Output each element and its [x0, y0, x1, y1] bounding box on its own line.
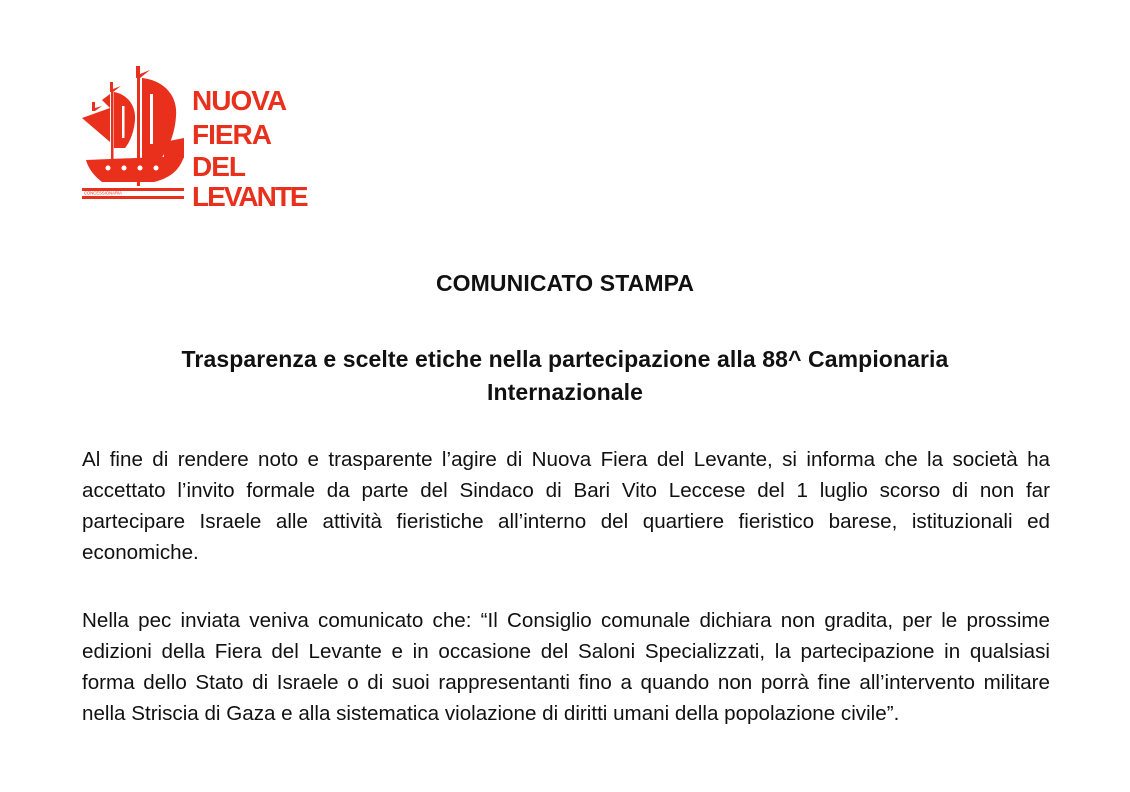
logo-small-text: CONCESSIONARIA	[84, 190, 122, 196]
logo-line-1: NUOVA	[192, 85, 287, 116]
body-paragraph-2: Nella pec inviata veniva comunicato che: “Il Consiglio comunale dichiara non gradita, per le prossime edizioni della Fiera del Levante e in occasione del Saloni Specializzati, la partecipazione in qualsiasi forma dello Stato di Israele o di suoi rappresentanti fino a quando non porrà fine all’intervento militare nella Striscia di Gaza e alla sistematica violazione di diritti umani della popolazione civile”.	[82, 609, 1050, 725]
logo-line-4: LEVANTE	[192, 181, 307, 209]
document-label: COMUNICATO STAMPA	[435, 270, 695, 296]
body-paragraph-1: Al fine di rendere noto e trasparente l’agire di Nuova Fiera del Levante, si informa che la società ha accettato l’invito formale da parte del Sindaco di Bari Vito Leccese del 1 luglio scorso di non far partecipare Israele alle attività fieristiche all’interno del quartiere fieristico barese, istituzionali ed economiche.	[82, 448, 1050, 564]
logo-line-3: DEL	[192, 151, 245, 182]
company-logo	[80, 64, 330, 209]
logo-line-2: FIERA	[192, 119, 271, 150]
document-title: Trasparenza e scelte etiche nella partecipazione alla 88^ Campionaria Internazionale	[181, 346, 949, 405]
